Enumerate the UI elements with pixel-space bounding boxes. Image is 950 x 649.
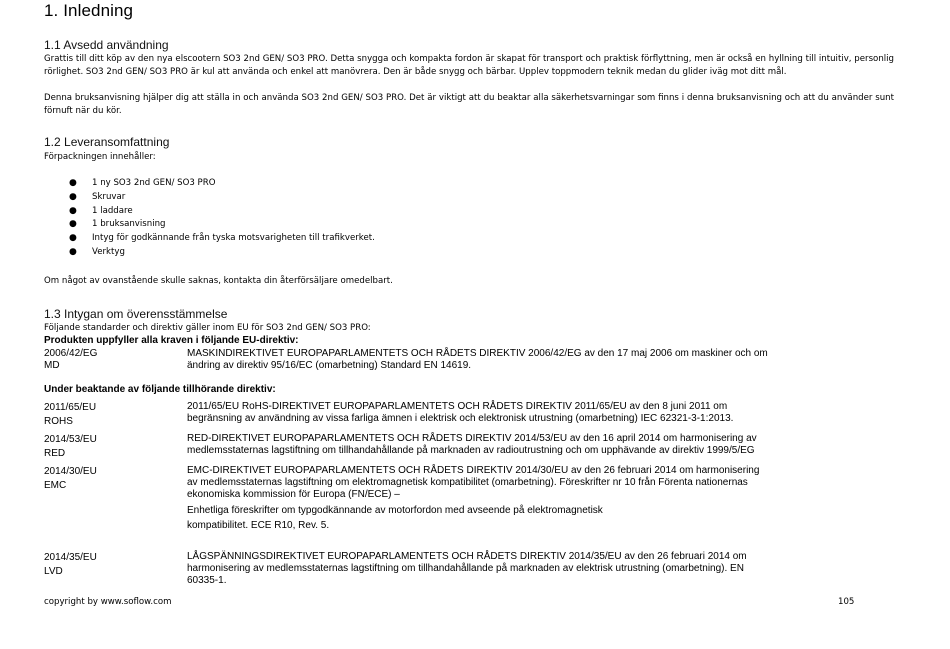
emc-code: 2014/30/EU EMC — [44, 466, 97, 491]
requirements-heading: Produkten uppfyller alla kraven i följande EU-direktiv: — [44, 335, 299, 346]
emc-description: EMC-DIREKTIVET EUROPAPARLAMENTETS OCH RÅDETS DIREKTIV 2014/30/EU av den 26 februari 2014 om harmonisering av medlemsstaternas lagstiftning om elektromagnetisk kompatibilitet (omarbetning). Föreskrifter nr 10 från Förenta nationernas ekonomiska kommission för Europa (FN/ECE) – Enhetliga föreskrifter om typgodkännande av motorfordon med avseende på elektromagnetisk kompatibilitet. ECE R10, Rev. 5. — [187, 465, 760, 531]
delivery-intro: Förpackningen innehåller: — [44, 152, 156, 162]
bullet-icon: ● — [69, 178, 77, 188]
conformity-intro: Följande standarder och direktiv gäller inom EU för SO3 2nd GEN/ SO3 PRO: — [44, 323, 371, 333]
delivery-note: Om något av ovanstående skulle saknas, kontakta din återförsäljare omedelbart. — [44, 276, 393, 286]
intended-use-heading: 1.1 Avsedd användning — [44, 38, 169, 52]
list-item: ● Verktyg — [44, 246, 375, 260]
section-title: 1. Inledning — [44, 1, 134, 20]
list-item: ● Intyg för godkännande från tyska motsvarigheten till trafikverket. — [44, 232, 375, 246]
bullet-icon: ● — [69, 219, 77, 230]
intended-use-paragraph-1: Grattis till ditt köp av den nya elscootern SO3 2nd GEN/ SO3 PRO. Detta snygga och kompakta fordon är skapat för transport och praktisk förflyttning, men är också en hyllning till intuitiv, personlig rörlighet. SO3 2nd GEN/ SO3 PRO är kul att använda och enkel att manövrera. Den är både snygg och bärbar. Upplev toppmodern teknik medan du glider iväg mot ditt mål. — [44, 54, 894, 77]
bullet-icon: ● — [69, 233, 77, 244]
bullet-icon: ● — [69, 191, 77, 202]
list-item: ● Skruvar — [44, 191, 375, 205]
list-item: ● 1 laddare — [44, 205, 375, 219]
intended-use-paragraph-2: Denna bruksanvisning hjälper dig att ställa in och använda SO3 2nd GEN/ SO3 PRO. Det är viktigt att du beaktar alla säkerhetsvarningar som finns i denna bruksanvisning och att du använder sunt förnuft när du kör. — [44, 93, 894, 116]
conformity-heading: 1.3 Intygan om överensstämmelse — [44, 307, 228, 321]
bullet-icon: ● — [69, 205, 77, 216]
bullet-icon: ● — [69, 246, 77, 257]
md-code: 2006/42/EG MD — [44, 348, 98, 371]
considering-heading: Under beaktande av följande tillhörande direktiv: — [44, 384, 276, 395]
red-code: 2014/53/EU RED — [44, 434, 97, 459]
delivery-heading: 1.2 Leveransomfattning — [44, 135, 170, 149]
list-item: ● 1 ny SO3 2nd GEN/ SO3 PRO — [44, 177, 375, 191]
lvd-description: LÅGSPÄNNINGSDIREKTIVET EUROPAPARLAMENTETS OCH RÅDETS DIREKTIV 2014/35/EU av den 26 februari 2014 om harmonisering av medlemsstaternas lagstiftning om tillhandahållande på marknaden av elektrisk utrustning (omarbetning). EN 60335-1. — [187, 551, 747, 586]
red-description: RED-DIREKTIVET EUROPAPARLAMENTETS OCH RÅDETS DIREKTIV 2014/53/EU av den 16 april 2014 om harmonisering av medlemsstaternas lagstiftning om tillhandahållande på marknaden av radioutrustning och om upphävande av direktiv 1999/5/EG — [187, 433, 757, 456]
lvd-code: 2014/35/EU LVD — [44, 552, 97, 577]
footer-copyright: copyright by www.soflow.com — [44, 597, 172, 607]
page-number: 105 — [838, 597, 855, 607]
md-description: MASKINDIREKTIVET EUROPAPARLAMENTETS OCH RÅDETS DIREKTIV 2006/42/EG av den 17 maj 2006 om maskiner och om ändring av direktiv 95/16/EC (omarbetning) Standard EN 14619. — [187, 348, 768, 371]
list-item: ● 1 bruksanvisning — [44, 218, 375, 232]
delivery-list — [44, 177, 375, 260]
rohs-code: 2011/65/EU ROHS — [44, 402, 97, 427]
rohs-description: 2011/65/EU RoHS-DIREKTIVET EUROPAPARLAMENTETS OCH RÅDETS DIREKTIV 2011/65/EU av den 8 juni 2011 om begränsning av användning av vissa farliga ämnen i elektrisk och elektronisk utrustning (omarbetning) IEC 62321-3-1:2013. — [187, 401, 734, 424]
